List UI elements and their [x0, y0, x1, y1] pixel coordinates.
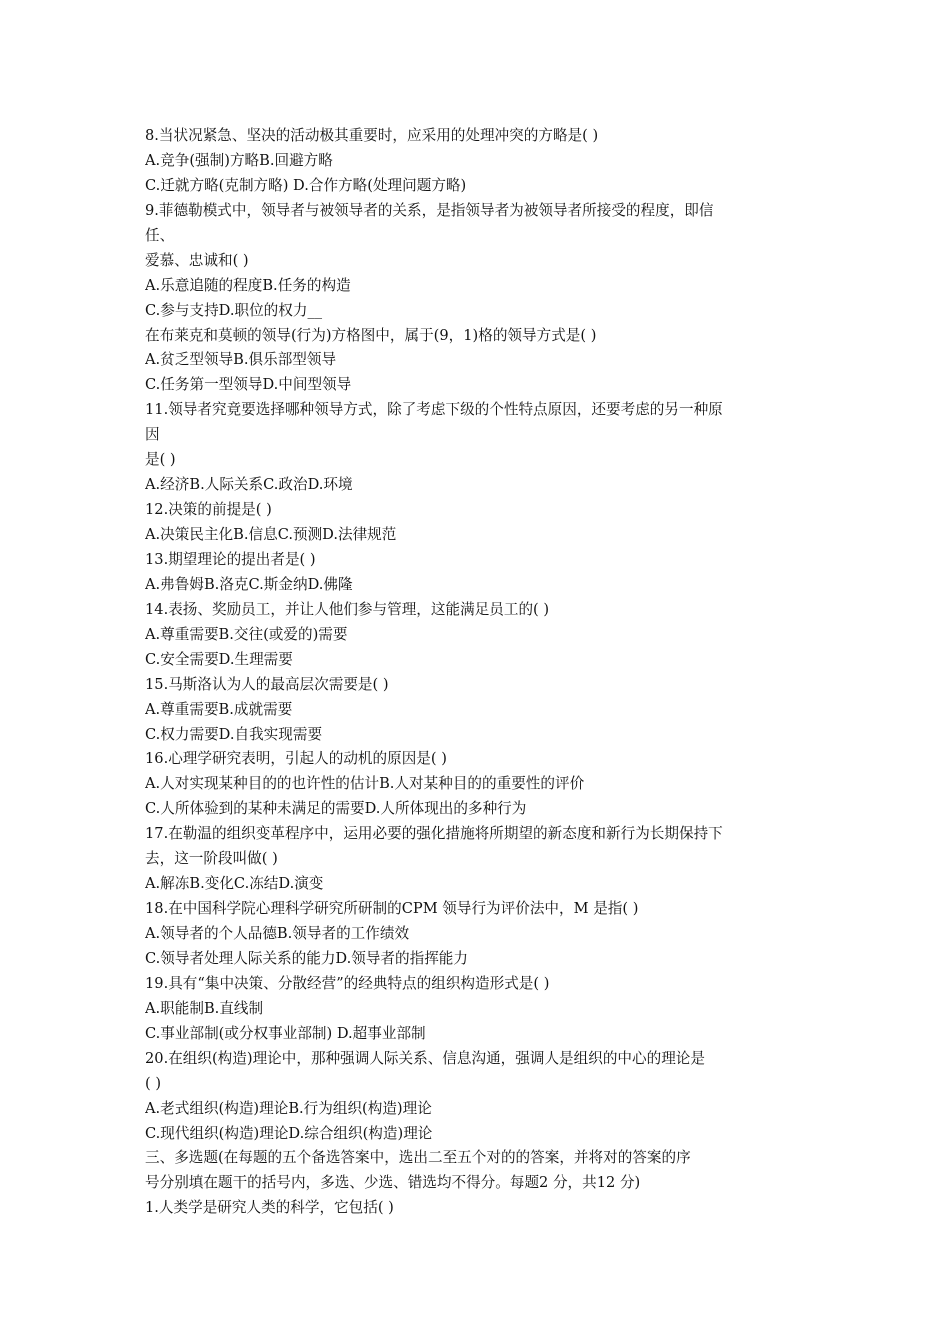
question-19-options-ab: A.职能制B.直线制 — [145, 999, 264, 1017]
question-8-options-ab: A.竞争(强制)方略B.回避方略 — [145, 151, 333, 169]
section-3-heading: 三、多选题(在每题的五个备选答案中，选出二至五个对的的答案，并将对的答案的序 — [145, 1149, 691, 1167]
question-10-options-cd: C.任务第一型领导D.中间型领导 — [145, 376, 352, 394]
question-17-stem: 17.在勒温的组织变革程序中，运用必要的强化措施将所期望的新态度和新行为长期保持下 — [145, 825, 723, 843]
question-14-stem: 14.表扬、奖励员工，并让人他们参与管理，这能满足员工的( ) — [145, 600, 550, 618]
question-17-stem-cont: 去，这一阶段叫做( ) — [145, 850, 278, 868]
question-15-options-ab: A.尊重需要B.成就需要 — [145, 700, 293, 718]
question-15-options-cd: C.权力需要D.自我实现需要 — [145, 725, 323, 743]
question-16-options-ab: A.人对实现某种目的的也许性的估计B.人对某种目的的重要性的评价 — [145, 775, 585, 793]
question-20-stem: 20.在组织(构造)理论中，那种强调人际关系、信息沟通，强调人是组织的中心的理论是 — [145, 1049, 705, 1067]
question-20-options-ab: A.老式组织(构造)理论B.行为组织(构造)理论 — [145, 1099, 432, 1117]
question-8-options-cd: C.迁就方略(克制方略) D.合作方略(处理问题方略) — [145, 176, 467, 194]
question-15-stem: 15.马斯洛认为人的最高层次需要是( ) — [145, 675, 389, 693]
question-10-options-ab: A.贫乏型领导B.俱乐部型领导 — [145, 351, 337, 369]
question-9-options-ab: A.乐意追随的程度B.任务的构造 — [145, 276, 351, 294]
question-11-stem: 11.领导者究竟要选择哪种领导方式，除了考虑下级的个性特点原因，还要考虑的另一种原 — [145, 401, 723, 419]
question-18-stem: 18.在中国科学院心理科学研究所研制的CPM 领导行为评价法中，M 是指( ) — [145, 900, 639, 918]
question-14-options-cd: C.安全需要D.生理需要 — [145, 650, 293, 668]
question-14-options-ab: A.尊重需要B.交往(或爱的)需要 — [145, 625, 348, 643]
question-17-options: A.解冻B.变化C.冻结D.演变 — [145, 875, 324, 893]
question-12-stem: 12.决策的前提是( ) — [145, 501, 272, 519]
question-13-options: A.弗鲁姆B.洛克C.斯金纳D.佛隆 — [145, 575, 353, 593]
question-18-options-ab: A.领导者的个人品德B.领导者的工作绩效 — [145, 925, 410, 942]
question-19-stem: 19.具有“集中决策、分散经营”的经典特点的组织构造形式是( ) — [145, 974, 550, 992]
question-10-stem: 在布莱克和莫顿的领导(行为)方格图中，属于(9，1)格的领导方式是( ) — [145, 326, 597, 344]
question-13-stem: 13.期望理论的提出者是( ) — [145, 550, 316, 568]
question-12-options: A.决策民主化B.信息C.预测D.法律规范 — [145, 526, 397, 543]
question-18-options-cd: C.领导者处理人际关系的能力D.领导者的指挥能力 — [145, 949, 468, 967]
multi-question-1-stem: 1.人类学是研究人类的科学，它包括( ) — [145, 1199, 394, 1217]
question-16-stem: 16.心理学研究表明，引起人的动机的原因是( ) — [145, 750, 447, 768]
question-11-stem-cont: 因 — [145, 426, 160, 444]
question-20-stem-cont: ( ) — [145, 1074, 162, 1092]
question-11-stem-cont: 是( ) — [145, 451, 176, 469]
question-16-options-cd: C.人所体验到的某种未满足的需要D.人所体现出的多种行为 — [145, 800, 527, 818]
question-9-stem-cont: 任、 — [145, 226, 175, 244]
question-19-options-cd: C.事业部制(或分权事业部制) D.超事业部制 — [145, 1024, 426, 1042]
question-9-stem: 9.菲德勒模式中，领导者与被领导者的关系，是指领导者为被领导者所接受的程度，即信 — [145, 201, 714, 219]
question-11-options: A.经济B.人际关系C.政治D.环境 — [145, 476, 353, 494]
document-text — [145, 124, 825, 1221]
question-9-options-cd: C.参与支持D.职位的权力__ — [145, 301, 323, 319]
section-3-instructions: 号分别填在题干的括号内，多选、少选、错选均不得分。每题2 分，共12 分) — [145, 1174, 641, 1192]
question-9-stem-cont: 爱慕、忠诚和( ) — [145, 251, 249, 269]
question-20-options-cd: C.现代组织(构造)理论D.综合组织(构造)理论 — [145, 1124, 433, 1142]
question-8-stem: 8.当状况紧急、坚决的活动极其重要时，应采用的处理冲突的方略是( ) — [145, 127, 599, 144]
